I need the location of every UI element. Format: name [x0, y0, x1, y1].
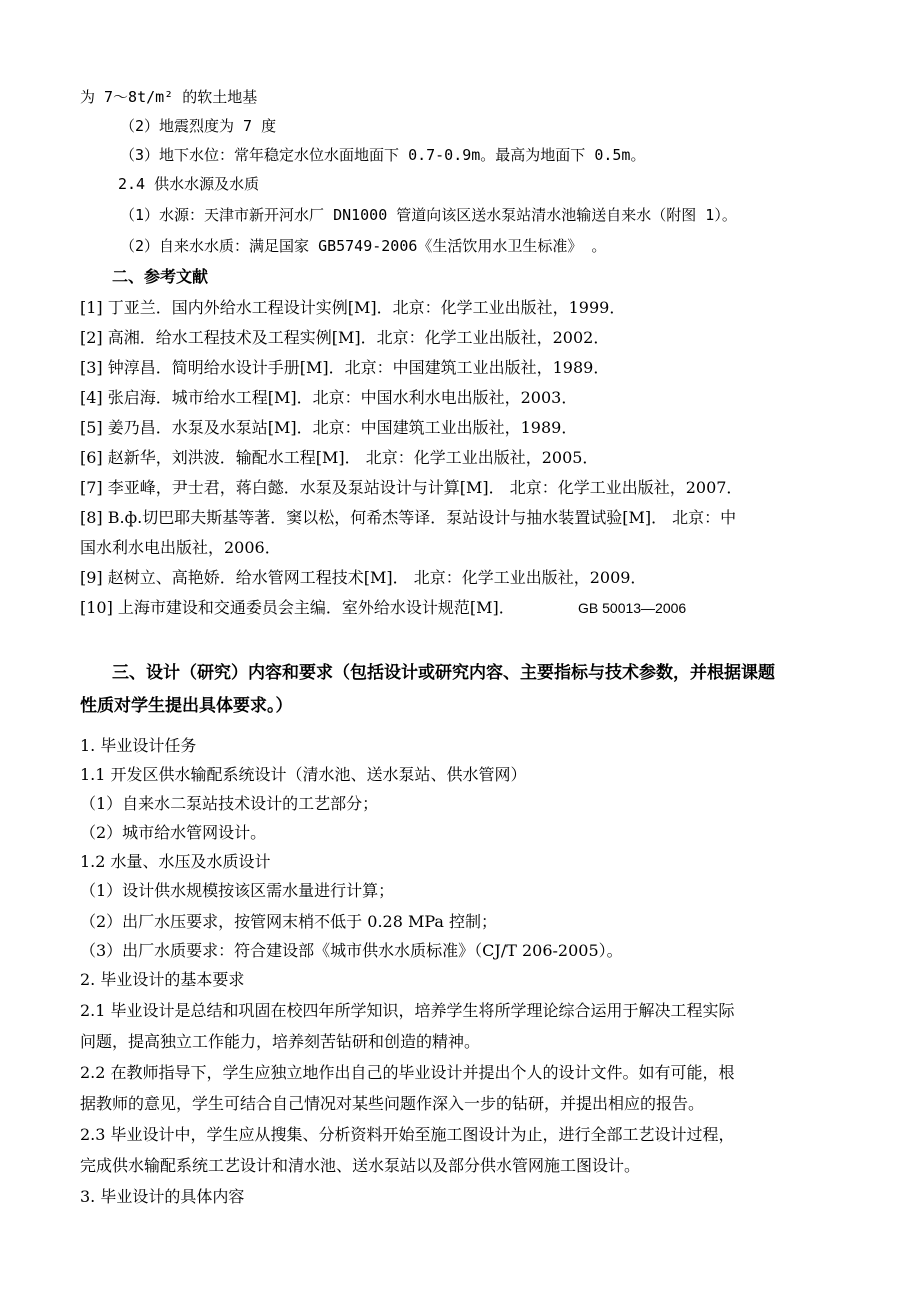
- reference-item-continuation: 国水利水电出版社，2006．: [80, 538, 281, 557]
- reference-item: [2] 高湘．给水工程技术及工程实例[M]．北京：化学工业出版社，2002．: [80, 328, 610, 347]
- design-heading-line1: 三、设计（研究）内容和要求（包括设计或研究内容、主要指标与技术参数，并根据课题: [112, 663, 775, 683]
- references-heading: 二、参考文献: [112, 267, 209, 286]
- content-heading: 3. 毕业设计的具体内容: [80, 1187, 245, 1206]
- reference-item: [8] B.ф.切巴耶夫斯基等著．窦以松，何希杰等译．泵站设计与抽水装置试验[M]． 北京：中: [80, 508, 737, 527]
- water-source-heading: 2.4 供水水源及水质: [118, 175, 260, 193]
- subsection-heading: 1.2 水量、水压及水质设计: [80, 852, 271, 871]
- reference-item: [3] 钟淳昌．简明给水设计手册[M]．北京：中国建筑工业出版社，1989．: [80, 358, 610, 377]
- reference-item: [5] 姜乃昌．水泵及水泵站[M]．北京：中国建筑工业出版社，1989．: [80, 418, 578, 437]
- list-item: （1）自来水二泵站技术设计的工艺部分；: [80, 794, 379, 813]
- list-item: （1）设计供水规模按该区需水量进行计算；: [80, 881, 395, 900]
- paragraph-line: 据教师的意见，学生可结合自己情况对某些问题作深入一步的钻研，并提出相应的报告。: [80, 1094, 705, 1113]
- water-source-line: （1）水源：天津市新开河水厂 DN1000 管道向该区送水泵站清水池输送自来水（附图 1）。: [120, 206, 737, 224]
- list-item: （2）出厂水压要求，按管网末梢不低于 0.28 MPa 控制；: [80, 912, 498, 931]
- groundwater-line: （3）地下水位：常年稳定水位水面地面下 0.7-0.9m。最高为地面下 0.5m。: [120, 146, 646, 164]
- reference-item: [4] 张启海．城市给水工程[M]．北京：中国水利水电出版社，2003．: [80, 388, 578, 407]
- reference-item: [1] 丁亚兰．国内外给水工程设计实例[M]．北京：化学工业出版社，1999．: [80, 298, 626, 317]
- reference-item: [6] 赵新华，刘洪波．输配水工程[M]． 北京：化学工业出版社，2005．: [80, 448, 599, 467]
- paragraph-line: 2.3 毕业设计中，学生应从搜集、分析资料开始至施工图设计为止，进行全部工艺设计过程，: [80, 1125, 735, 1144]
- reference-item: [9] 赵树立、高艳娇．给水管网工程技术[M]． 北京：化学工业出版社，2009．: [80, 568, 647, 587]
- design-heading-line2: 性质对学生提出具体要求。）: [80, 696, 293, 716]
- soil-line: 为 7～8t/m² 的软土地基: [80, 88, 258, 106]
- requirements-heading: 2. 毕业设计的基本要求: [80, 970, 245, 989]
- reference-item: [7] 李亚峰，尹士君，蒋白懿．水泵及泵站设计与计算[M]． 北京：化学工业出版社，2007．: [80, 478, 743, 497]
- paragraph-line: 2.1 毕业设计是总结和巩固在校四年所学知识，培养学生将所学理论综合运用于解决工程实际: [80, 1001, 735, 1020]
- seismic-line: （2）地震烈度为 7 度: [120, 117, 277, 135]
- reference-standard-code: GB 50013—2006: [578, 600, 687, 616]
- task-heading: 1. 毕业设计任务: [80, 736, 197, 755]
- paragraph-line: 完成供水输配系统工艺设计和清水池、送水泵站以及部分供水管网施工图设计。: [80, 1156, 641, 1175]
- paragraph-line: 问题，提高独立工作能力，培养刻苦钻研和创造的精神。: [80, 1032, 481, 1051]
- subsection-heading: 1.1 开发区供水输配系统设计（清水池、送水泵站、供水管网）: [80, 765, 527, 784]
- paragraph-line: 2.2 在教师指导下，学生应独立地作出自己的毕业设计并提出个人的设计文件。如有可能，根: [80, 1063, 735, 1082]
- list-item: （3）出厂水质要求：符合建设部《城市供水水质标准》（CJ/T 206-2005）。: [80, 941, 623, 960]
- list-item: （2）城市给水管网设计。: [80, 823, 267, 842]
- water-quality-line: （2）自来水水质：满足国家 GB5749-2006《生活饮用水卫生标准》 。: [120, 237, 607, 255]
- reference-item: [10] 上海市建设和交通委员会主编．室外给水设计规范[M]．: [80, 598, 515, 617]
